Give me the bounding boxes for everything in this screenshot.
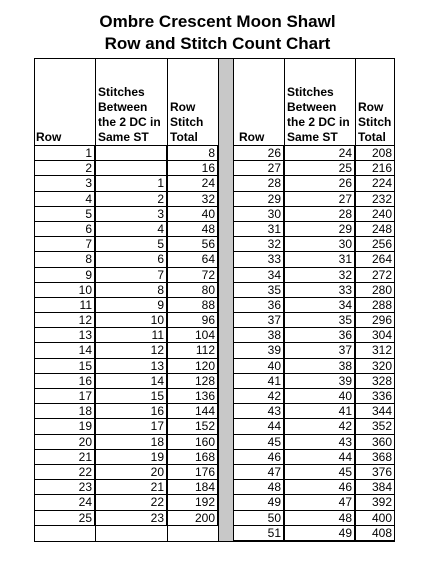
left-between-cell: 21 [95,480,167,495]
right-total-cell: 264 [355,252,395,267]
right-total-cell: 240 [355,207,395,222]
table-row [35,404,396,419]
left-total-cell: 152 [167,419,218,434]
left-between-cell: 12 [95,343,167,358]
right-total-cell: 376 [355,465,395,480]
right-between-cell: 26 [284,176,355,191]
left-total-cell: 72 [167,268,218,283]
right-row-cell: 41 [234,374,284,389]
right-row-cell: 27 [234,161,284,176]
left-total-cell: 64 [167,252,218,267]
left-row-cell: 7 [35,237,95,252]
table-row [35,359,396,374]
left-between-cell: 7 [95,268,167,283]
left-row-cell: 16 [35,374,95,389]
left-total-cell: 40 [167,207,218,222]
right-total-cell: 352 [355,419,395,434]
left-between-cell: 2 [95,192,167,207]
right-total-cell: 296 [355,313,395,328]
left-total-cell: 16 [167,161,218,176]
left-total-cell: 120 [167,359,218,374]
left-row-cell: 24 [35,495,95,510]
left-row-cell: 3 [35,176,95,191]
left-row-cell: 5 [35,207,95,222]
right-total-cell: 368 [355,450,395,465]
page-subtitle: Row and Stitch Count Chart [104,34,331,53]
left-row-cell: 20 [35,435,95,450]
right-between-cell: 48 [284,511,355,526]
left-between-cell: 22 [95,495,167,510]
left-total-cell: 96 [167,313,218,328]
header-total-right: Row Stitch Total [358,100,392,144]
right-total-cell: 304 [355,328,395,343]
left-total-cell: 24 [167,176,218,191]
left-between-cell: 8 [95,283,167,298]
header-row-right: Row [239,130,265,144]
left-total-cell: 136 [167,389,218,404]
header-stitches-right: Stitches Between the 2 DC in Same ST [287,85,350,144]
right-row-cell: 38 [234,328,284,343]
right-between-cell: 49 [284,526,355,541]
left-between-cell [95,526,167,541]
table-row [35,511,396,526]
left-row-cell: 18 [35,404,95,419]
page-title: Ombre Crescent Moon Shawl [99,12,336,31]
right-between-cell: 36 [284,328,355,343]
right-total-cell: 360 [355,435,395,450]
right-between-cell: 28 [284,207,355,222]
right-row-cell: 51 [234,526,284,541]
table-row [35,222,396,237]
table-row [35,146,396,161]
right-row-cell: 42 [234,389,284,404]
table-row [35,389,396,404]
right-between-cell: 37 [284,343,355,358]
left-row-cell: 23 [35,480,95,495]
left-row-cell: 2 [35,161,95,176]
right-row-cell: 50 [234,511,284,526]
left-between-cell: 5 [95,237,167,252]
left-between-cell: 9 [95,298,167,313]
right-between-cell: 27 [284,192,355,207]
left-total-cell: 144 [167,404,218,419]
left-between-cell: 14 [95,374,167,389]
table-row [35,176,396,191]
left-row-cell: 9 [35,268,95,283]
right-total-cell: 280 [355,283,395,298]
right-row-cell: 28 [234,176,284,191]
stitch-count-table [34,58,395,542]
right-between-cell: 47 [284,495,355,510]
left-between-cell: 4 [95,222,167,237]
left-total-cell [167,541,218,556]
right-total-cell: 336 [355,389,395,404]
left-total-cell: 80 [167,283,218,298]
right-between-cell: 33 [284,283,355,298]
left-row-cell: 10 [35,283,95,298]
left-total-cell: 184 [167,480,218,495]
left-row-cell: 17 [35,389,95,404]
table-row [35,192,396,207]
left-row-cell [35,526,95,541]
left-total-cell: 32 [167,192,218,207]
right-total-cell: 400 [355,511,395,526]
right-between-cell: 40 [284,389,355,404]
right-total-cell: 320 [355,359,395,374]
right-row-cell: 29 [234,192,284,207]
left-total-cell: 192 [167,495,218,510]
left-between-cell: 23 [95,511,167,526]
left-total-cell: 88 [167,298,218,313]
right-between-cell: 45 [284,465,355,480]
table-row [35,435,396,450]
right-between-cell: 39 [284,374,355,389]
left-total-cell: 160 [167,435,218,450]
right-row-cell: 34 [234,268,284,283]
left-row-cell: 21 [35,450,95,465]
left-row-cell: 6 [35,222,95,237]
right-row-cell: 36 [234,298,284,313]
right-between-cell: 25 [284,161,355,176]
left-between-cell: 3 [95,207,167,222]
table-row [35,207,396,222]
left-total-cell [167,526,218,541]
right-total-cell: 224 [355,176,395,191]
right-total-cell: 328 [355,374,395,389]
left-between-cell [95,161,167,176]
right-between-cell: 35 [284,313,355,328]
right-total-cell: 232 [355,192,395,207]
right-between-cell: 38 [284,359,355,374]
right-between-cell: 32 [284,268,355,283]
right-row-cell: 46 [234,450,284,465]
right-row-cell: 43 [234,404,284,419]
left-total-cell: 48 [167,222,218,237]
right-total-cell: 344 [355,404,395,419]
table-row [35,298,396,313]
right-row-cell: 26 [234,146,284,161]
table-row [35,328,396,343]
left-row-cell: 25 [35,511,95,526]
left-row-cell: 15 [35,359,95,374]
table-row [35,252,396,267]
right-between-cell: 30 [284,237,355,252]
right-between-cell: 31 [284,252,355,267]
right-between-cell: 34 [284,298,355,313]
left-total-cell: 200 [167,511,218,526]
table-row [35,343,396,358]
left-between-cell: 17 [95,419,167,434]
table-row [35,237,396,252]
right-row-cell: 30 [234,207,284,222]
left-total-cell: 128 [167,374,218,389]
right-total-cell: 208 [355,146,395,161]
left-row-cell: 8 [35,252,95,267]
table-body [35,146,396,556]
left-total-cell: 8 [167,146,218,161]
table-row [35,495,396,510]
left-row-cell: 1 [35,146,95,161]
right-row-cell: 35 [234,283,284,298]
right-between-cell: 29 [284,222,355,237]
right-total-cell: 392 [355,495,395,510]
right-between-cell: 43 [284,435,355,450]
left-row-cell: 4 [35,192,95,207]
left-row-cell: 13 [35,328,95,343]
left-between-cell [95,541,167,556]
left-row-cell: 19 [35,419,95,434]
right-total-cell: 248 [355,222,395,237]
right-row-cell: 31 [234,222,284,237]
table-row [35,374,396,389]
left-between-cell: 10 [95,313,167,328]
right-between-cell: 42 [284,419,355,434]
header-total-left: Row Stitch Total [170,100,204,144]
right-row-cell: 47 [234,465,284,480]
right-total-cell: 384 [355,480,395,495]
right-between-cell: 24 [284,146,355,161]
right-row-cell: 33 [234,252,284,267]
right-between-cell [284,541,355,556]
left-total-cell: 56 [167,237,218,252]
left-between-cell: 13 [95,359,167,374]
table-row [35,161,396,176]
left-row-cell: 11 [35,298,95,313]
table-row [35,268,396,283]
table-row [35,480,396,495]
left-between-cell: 20 [95,465,167,480]
right-row-cell: 49 [234,495,284,510]
table-row [35,541,396,556]
left-between-cell: 15 [95,389,167,404]
left-between-cell: 1 [95,176,167,191]
left-row-cell: 12 [35,313,95,328]
left-between-cell [95,146,167,161]
right-row-cell [234,541,284,556]
right-total-cell: 272 [355,268,395,283]
right-row-cell: 39 [234,343,284,358]
left-row-cell: 22 [35,465,95,480]
right-between-cell: 44 [284,450,355,465]
left-between-cell: 18 [95,435,167,450]
left-total-cell: 168 [167,450,218,465]
left-between-cell: 11 [95,328,167,343]
right-row-cell: 45 [234,435,284,450]
right-total-cell [355,541,395,556]
table-row [35,283,396,298]
table-row [35,419,396,434]
table-row [35,526,396,541]
right-total-cell: 408 [355,526,395,541]
left-between-cell: 19 [95,450,167,465]
right-row-cell: 32 [234,237,284,252]
left-total-cell: 104 [167,328,218,343]
header-stitches-left: Stitches Between the 2 DC in Same ST [98,85,161,144]
right-total-cell: 312 [355,343,395,358]
right-between-cell: 41 [284,404,355,419]
right-row-cell: 44 [234,419,284,434]
left-row-cell [35,541,95,556]
left-total-cell: 176 [167,465,218,480]
table-row [35,313,396,328]
left-between-cell: 16 [95,404,167,419]
right-row-cell: 37 [234,313,284,328]
table-row [35,465,396,480]
left-total-cell: 112 [167,343,218,358]
right-row-cell: 40 [234,359,284,374]
right-total-cell: 256 [355,237,395,252]
left-row-cell: 14 [35,343,95,358]
right-row-cell: 48 [234,480,284,495]
right-between-cell: 46 [284,480,355,495]
right-total-cell: 288 [355,298,395,313]
left-between-cell: 6 [95,252,167,267]
right-total-cell: 216 [355,161,395,176]
header-row-left: Row [36,130,62,144]
table-row [35,450,396,465]
